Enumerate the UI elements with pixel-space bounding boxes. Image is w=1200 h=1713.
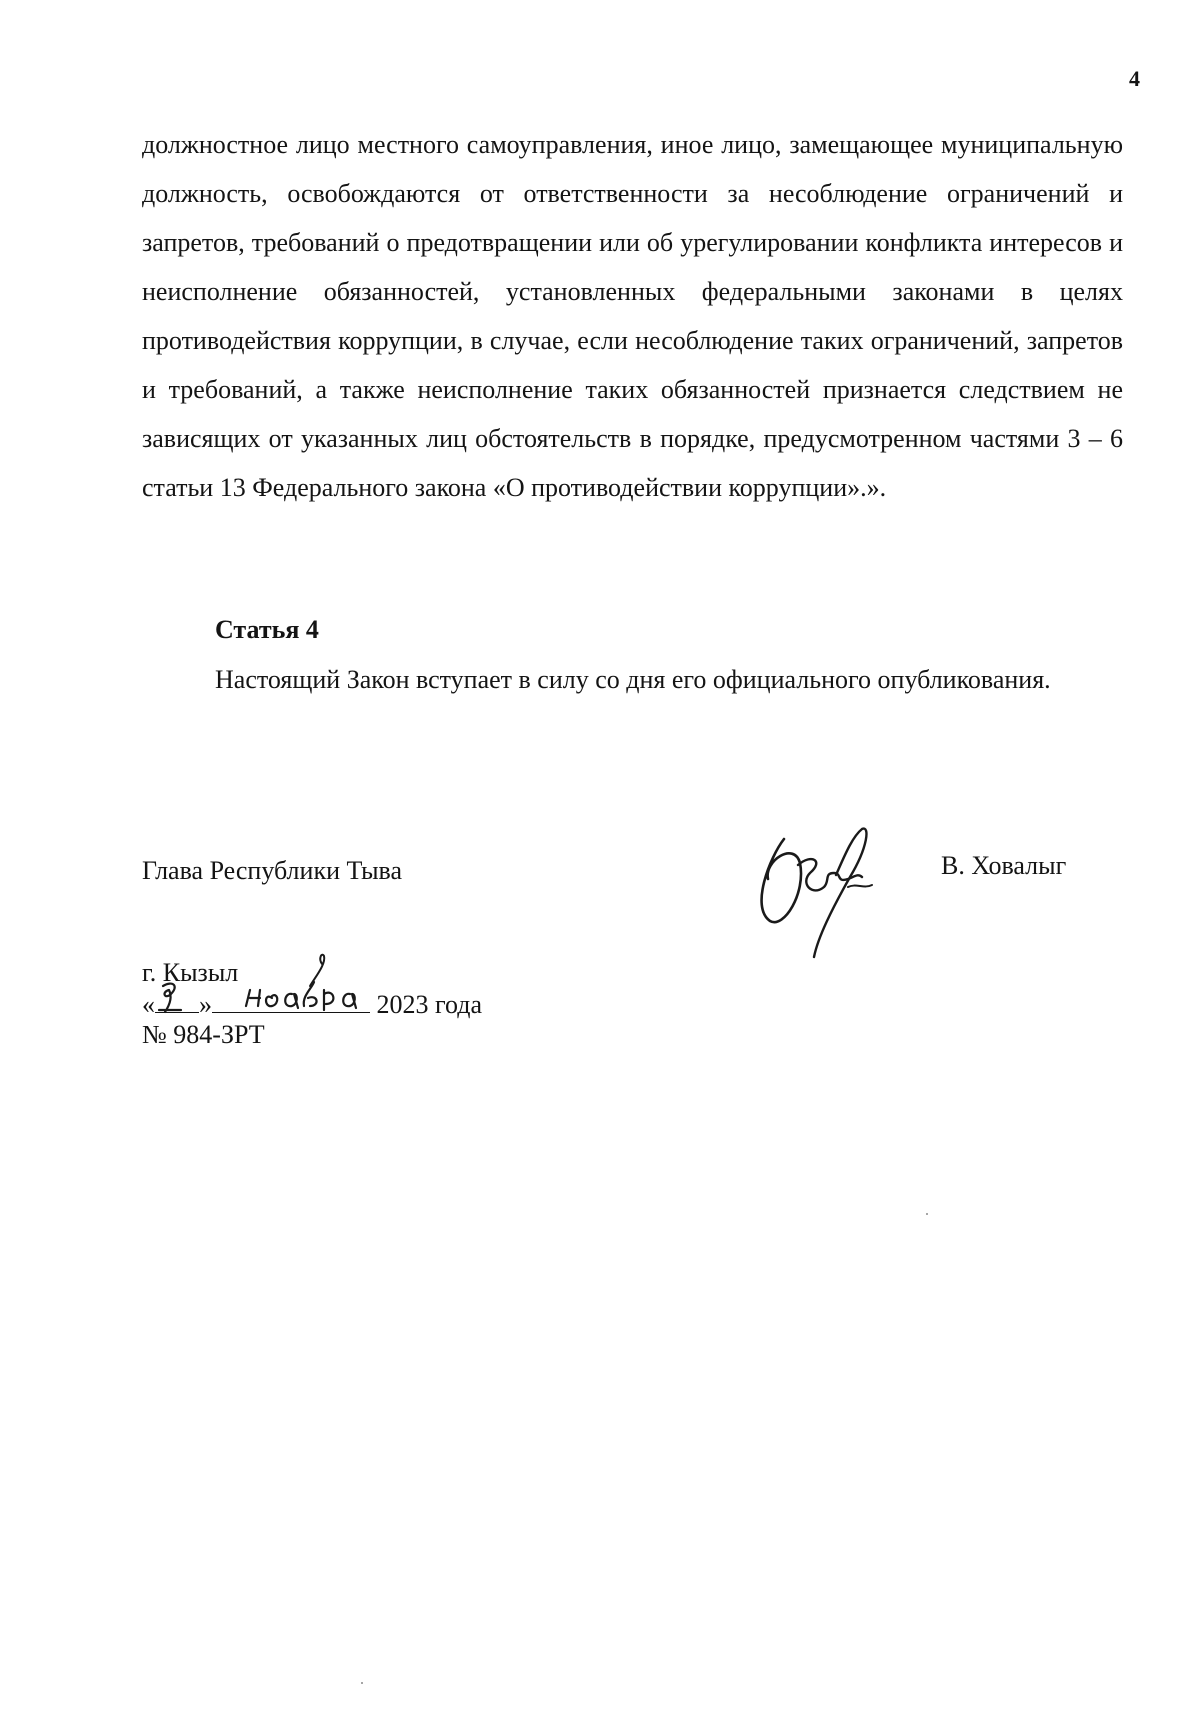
body-paragraph: должностное лицо местного самоуправления, иное лицо, замещающее муниципальную должность, освобождаются от ответственности за несоблюдение ограничений и запретов, требований о предотвращении или об урегулировании конфликта интересов и неисполнение обязанностей, установленных федеральными законами в целях противодействия коррупции, в случае, если несоблюдение таких ограничений, запретов и требований, а также неисполнение таких обязанностей признается следствием не зависящих от указанных лиц обстоятельств в порядке, предусмотренном частями 3 – 6 статьи 13 Федерального закона «О противодействии коррупции».». bbox=[142, 130, 1123, 502]
law-number: № 984-ЗРТ bbox=[142, 1020, 265, 1049]
signatory-name: В. Ховалыг bbox=[941, 851, 1067, 880]
handwritten-flourish bbox=[302, 950, 342, 990]
article-heading: Статья 4 bbox=[215, 615, 319, 644]
law-number-line bbox=[142, 1020, 482, 1050]
body-paragraph: Настоящий Закон вступает в силу со дня его официального опубликования. bbox=[215, 665, 1051, 694]
quote-open: « bbox=[142, 990, 155, 1019]
page-number: 4 bbox=[1129, 66, 1140, 91]
quote-close: » bbox=[199, 990, 212, 1019]
scan-speck bbox=[926, 1213, 928, 1215]
place-date-block bbox=[142, 958, 482, 1050]
signatory-title: Глава Республики Тыва bbox=[142, 856, 403, 885]
handwritten-signature bbox=[740, 817, 890, 967]
scan-speck bbox=[361, 1682, 363, 1684]
year: 2023 года bbox=[376, 990, 483, 1019]
handwritten-day bbox=[151, 976, 189, 1016]
date-line bbox=[142, 988, 482, 1020]
city: г. Кызыл bbox=[142, 958, 239, 987]
